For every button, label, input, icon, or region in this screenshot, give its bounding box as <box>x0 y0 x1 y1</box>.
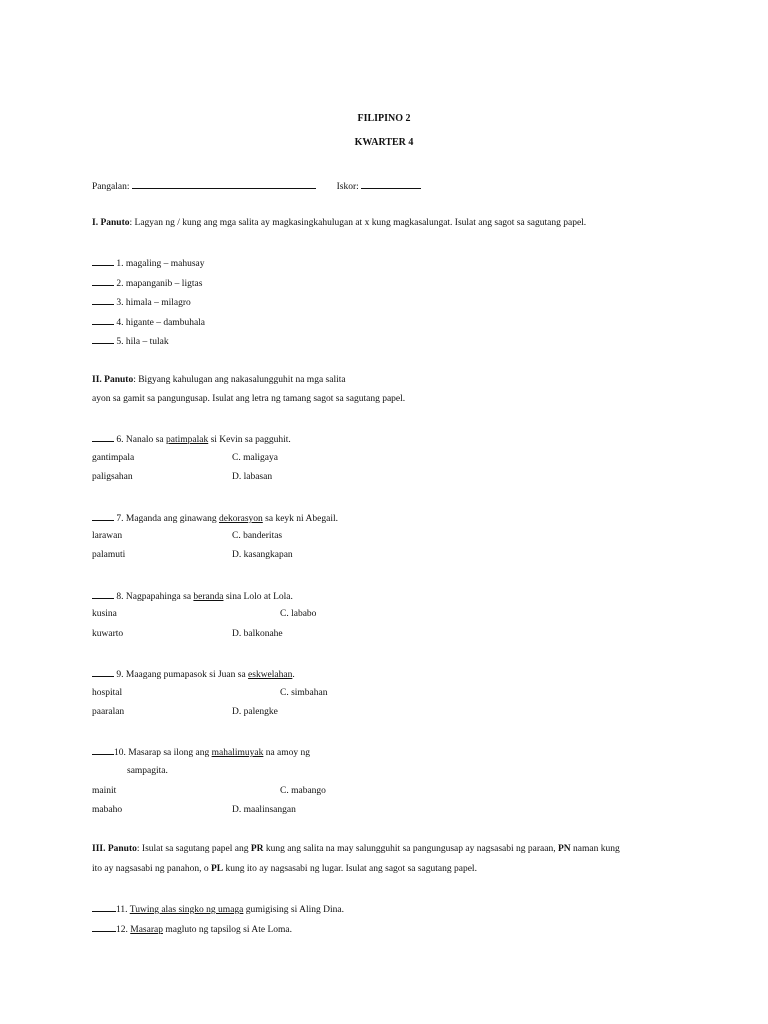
choice-d: D. maalinsangan <box>232 805 296 815</box>
choice-a: gantimpala <box>92 453 135 463</box>
choice-b: paaralan <box>92 707 125 717</box>
choice-c: C. lababo <box>280 609 317 619</box>
quarter-title: KWARTER 4 <box>354 137 414 148</box>
choice-c: C. maligaya <box>232 453 278 463</box>
question-10-cont: sampagita. <box>127 766 168 776</box>
question-10: 10. Masarap sa ilong ang mahalimuyak na amoy ng <box>92 746 310 758</box>
choice-d: D. palengke <box>232 707 278 717</box>
section-3-label: Panuto <box>107 844 137 854</box>
item-text: 1. magaling – mahusay <box>116 259 205 269</box>
section-1-text: : Lagyan ng / kung ang mga salita ay magkasingkahulugan at x kung magkasalungat. Isulat ang sagot sa sagutang papel. <box>129 218 587 228</box>
answer-blank[interactable] <box>92 316 114 325</box>
choice-a: larawan <box>92 531 123 541</box>
section-1-number: I <box>92 218 96 228</box>
answer-blank[interactable] <box>92 903 116 912</box>
answer-blank[interactable] <box>92 668 114 677</box>
question-7: 7. Maganda ang ginawang dekorasyon sa keyk ni Abegail. <box>92 512 338 524</box>
code-pl: PL <box>211 864 224 874</box>
underlined-word: Tuwing alas singko ng umaga <box>129 905 244 915</box>
choice-b: kuwarto <box>92 629 124 639</box>
subject-title: FILIPINO 2 <box>357 113 411 124</box>
section-2-text: : Bigyang kahulugan ang nakasalungguhit na mga salita <box>133 375 346 385</box>
student-info-line <box>92 180 421 192</box>
choice-b: palamuti <box>92 550 126 560</box>
choice-c: C. banderitas <box>232 531 283 541</box>
question-12: 12. Masarap magluto ng tapsilog si Ate Loma. <box>92 923 292 935</box>
item-text: 5. hila – tulak <box>116 337 169 347</box>
choice-a: mainit <box>92 786 117 796</box>
code-pn: PN <box>557 844 571 854</box>
question-6: 6. Nanalo sa patimpalak si Kevin sa pagguhit. <box>92 433 291 445</box>
section-3-number: III <box>92 844 104 854</box>
choice-b: paligsahan <box>92 472 133 482</box>
section-1-label: Panuto <box>100 218 130 228</box>
name-blank[interactable] <box>132 180 316 189</box>
question-8: 8. Nagpapahinga sa beranda sina Lolo at Lola. <box>92 590 293 602</box>
answer-blank[interactable] <box>92 335 114 344</box>
answer-blank[interactable] <box>92 590 114 599</box>
score-label: Iskor: <box>336 182 359 192</box>
answer-blank[interactable] <box>92 512 114 521</box>
item-text: 3. himala – milagro <box>116 298 191 308</box>
code-pr: PR <box>250 844 264 854</box>
answer-blank[interactable] <box>92 296 114 305</box>
choice-c: C. mabango <box>280 786 326 796</box>
item-text: 2. mapanganib – ligtas <box>116 279 203 289</box>
section-2-instruction-cont: ayon sa gamit sa pangungusap. Isulat ang letra ng tamang sagot sa sagutang papel. <box>92 394 406 404</box>
item-4 <box>92 316 205 328</box>
item-5 <box>92 335 169 347</box>
choice-d: D. balkonahe <box>232 629 283 639</box>
item-3 <box>92 296 191 308</box>
choice-a: kusina <box>92 609 117 619</box>
underlined-word: patimpalak <box>165 435 209 445</box>
underlined-word: eskwelahan <box>248 670 293 680</box>
section-2-label: Panuto <box>104 375 134 385</box>
item-text: 4. higante – dambuhala <box>116 318 206 328</box>
choice-d: D. kasangkapan <box>232 550 293 560</box>
choice-b: mabaho <box>92 805 123 815</box>
answer-blank[interactable] <box>92 257 114 266</box>
choice-a: hospital <box>92 688 123 698</box>
section-3-instruction-cont: ito ay nagsasabi ng panahon, o PL kung ito ay nagsasabi ng lugar. Isulat ang sagot sa sagutang papel. <box>92 864 477 874</box>
underlined-word: mahalimuyak <box>211 748 264 758</box>
underlined-word: beranda <box>193 592 224 602</box>
choice-c: C. simbahan <box>280 688 328 698</box>
question-11: 11. Tuwing alas singko ng umaga gumigising si Aling Dina. <box>92 903 344 915</box>
score-blank[interactable] <box>361 180 421 189</box>
underlined-word: Masarap <box>130 925 163 935</box>
answer-blank[interactable] <box>92 277 114 286</box>
section-2-number: II <box>92 375 100 385</box>
item-2 <box>92 277 202 289</box>
item-1 <box>92 257 205 269</box>
underlined-word: dekorasyon <box>219 514 263 524</box>
section-1-instruction: I. Panuto: Lagyan ng / kung ang mga salita ay magkasingkahulugan at x kung magkasalungat. Isulat ang sagot sa sagutang papel. <box>92 218 587 228</box>
question-9: 9. Maagang pumapasok si Juan sa eskwelahan. <box>92 668 295 680</box>
name-label: Pangalan: <box>92 182 130 192</box>
answer-blank[interactable] <box>92 433 114 442</box>
section-3-instruction: III. Panuto: Isulat sa sagutang papel ang PR kung ang salita na may salungguhit sa pangungusap ay nagsasabi ng paraan, PN naman kung <box>92 844 620 854</box>
choice-d: D. labasan <box>232 472 273 482</box>
answer-blank[interactable] <box>92 746 114 755</box>
answer-blank[interactable] <box>92 923 116 932</box>
section-2-instruction: II. Panuto: Bigyang kahulugan ang nakasalungguhit na mga salita <box>92 375 346 385</box>
